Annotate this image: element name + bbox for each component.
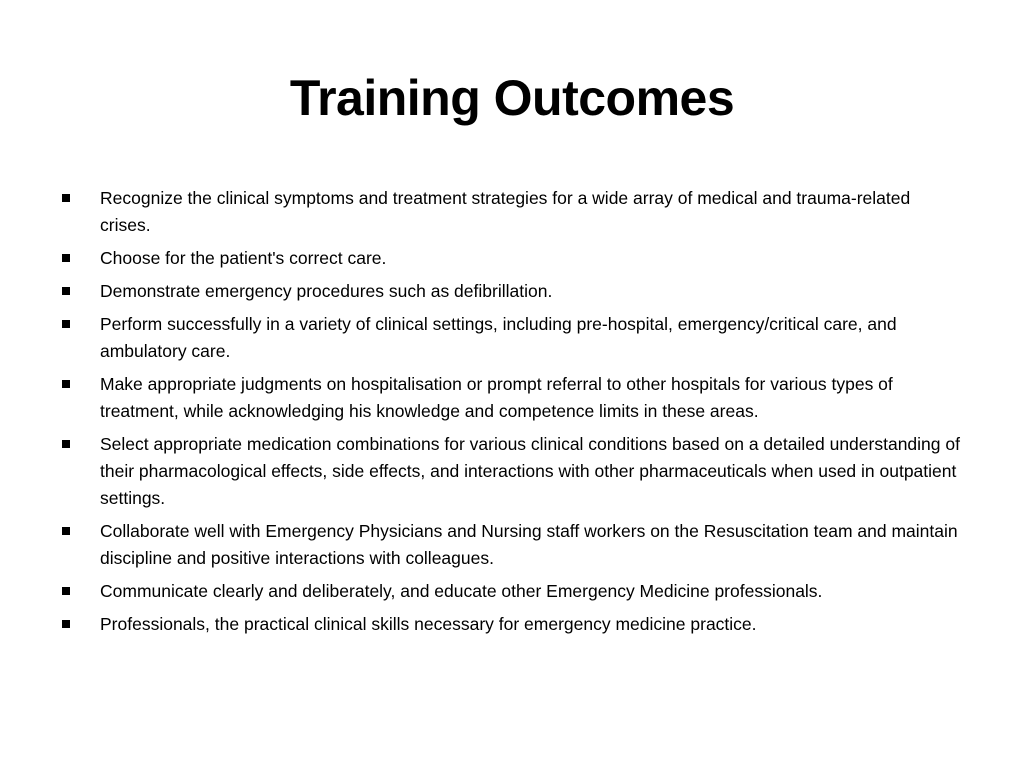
square-bullet-icon — [62, 287, 70, 295]
square-bullet-icon — [62, 194, 70, 202]
slide-title: Training Outcomes — [289, 70, 735, 126]
bullet-item — [62, 431, 962, 512]
bullet-item — [62, 611, 962, 638]
square-bullet-icon — [62, 380, 70, 388]
bullet-text: Perform successfully in a variety of clinical settings, including pre-hospital, emergency/critical care, and ambulatory care. — [100, 314, 897, 361]
square-bullet-icon — [62, 440, 70, 448]
bullet-text: Collaborate well with Emergency Physicians and Nursing staff workers on the Resuscitation team and maintain discipline and positive interactions with colleagues. — [100, 521, 958, 568]
bullet-text: Recognize the clinical symptoms and treatment strategies for a wide array of medical and trauma-related crises. — [100, 188, 911, 235]
bullet-item — [62, 311, 962, 365]
bullet-item — [62, 371, 962, 425]
bullet-item — [62, 578, 962, 605]
bullet-text: Communicate clearly and deliberately, and educate other Emergency Medicine professionals. — [100, 581, 823, 601]
bullet-text: Select appropriate medication combinations for various clinical conditions based on a detailed understanding of their pharmacological effects, side effects, and interactions with other pharmaceuticals when used in outpatient settings. — [100, 434, 960, 508]
bullet-text: Demonstrate emergency procedures such as defibrillation. — [100, 281, 553, 301]
square-bullet-icon — [62, 620, 70, 628]
square-bullet-icon — [62, 320, 70, 328]
bullet-text: Make appropriate judgments on hospitalisation or prompt referral to other hospitals for various types of treatment, while acknowledging his knowledge and competence limits in these areas. — [100, 374, 893, 421]
square-bullet-icon — [62, 587, 70, 595]
bullet-text: Professionals, the practical clinical skills necessary for emergency medicine practice. — [100, 614, 757, 634]
bullet-item — [62, 518, 962, 572]
square-bullet-icon — [62, 254, 70, 262]
bullet-list — [62, 185, 962, 644]
bullet-text: Choose for the patient's correct care. — [100, 248, 387, 268]
bullet-item — [62, 245, 962, 272]
bullet-item — [62, 185, 962, 239]
square-bullet-icon — [62, 527, 70, 535]
bullet-item — [62, 278, 962, 305]
